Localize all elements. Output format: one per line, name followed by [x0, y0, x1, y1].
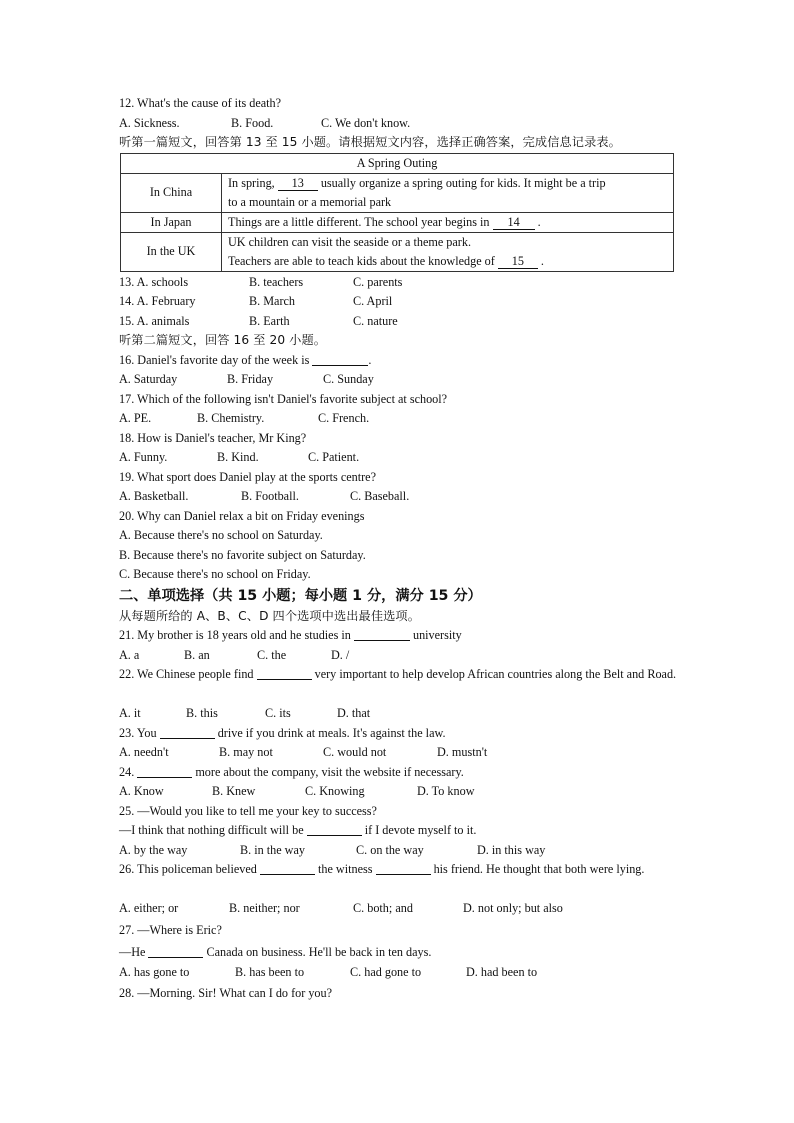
option-b[interactable]: B. has been to: [235, 964, 305, 979]
option-a[interactable]: 14. A. February: [119, 294, 196, 308]
question-17-options: [119, 409, 677, 429]
question-24-stem: [119, 763, 677, 783]
option-c[interactable]: C. its: [265, 706, 291, 720]
option-b[interactable]: B. Knew: [212, 784, 256, 798]
option-a[interactable]: 15. A. animals: [119, 313, 190, 328]
option-c[interactable]: C. parents: [353, 274, 403, 289]
option-b[interactable]: B. Chemistry.: [197, 411, 265, 425]
question-19-stem: 19. What sport does Daniel play at the sports centre?: [119, 469, 376, 484]
question-22-stem: [119, 665, 677, 704]
question-14-options: [119, 292, 677, 312]
section-2-heading: 二、单项选择（共 15 小题；每小题 1 分，满分 15 分）: [119, 587, 482, 604]
stem-text: —I think that nothing difficult will be: [119, 823, 304, 837]
option-d[interactable]: D. had been to: [466, 964, 538, 979]
stem-text: —He: [119, 944, 146, 959]
question-26-options: [119, 899, 677, 919]
answer-blank[interactable]: [354, 627, 410, 641]
question-21-options: [119, 646, 677, 666]
question-16-options: [119, 370, 677, 390]
question-12-options: [119, 114, 677, 134]
question-18-options: [119, 448, 677, 468]
option-d[interactable]: D. that: [337, 706, 371, 720]
table-country-cell: In China: [121, 173, 222, 212]
question-19-options: [119, 487, 677, 507]
option-c[interactable]: C. French.: [318, 411, 370, 425]
option-c[interactable]: C. both; and: [353, 901, 413, 915]
answer-blank-13[interactable]: 13: [278, 176, 318, 191]
question-16-stem: [119, 351, 677, 371]
answer-blank[interactable]: [148, 944, 203, 958]
option-a[interactable]: A. Saturday: [119, 372, 178, 386]
exam-page: [119, 94, 677, 1004]
option-c[interactable]: C. Knowing: [305, 784, 365, 798]
option-a[interactable]: A. PE.: [119, 411, 152, 425]
section-2-instructions: 从每题所给的 A、B、C、D 四个选项中选出最佳选项。: [119, 608, 420, 623]
option-c[interactable]: C. would not: [323, 745, 387, 759]
option-d[interactable]: D. mustn't: [437, 745, 488, 759]
table-row: [121, 232, 674, 271]
table-content-cell: [222, 173, 674, 212]
option-a[interactable]: A. a: [119, 647, 140, 662]
spring-outing-table: [120, 153, 674, 272]
stem-text: his friend. He thought that both were lying.: [433, 862, 645, 876]
table-country-cell: In Japan: [121, 212, 222, 232]
option-a[interactable]: A. has gone to: [119, 964, 190, 979]
stem-text: 22. We Chinese people find: [119, 667, 254, 681]
option-a[interactable]: A. Basketball.: [119, 489, 189, 503]
question-17-stem: 17. Which of the following isn't Daniel's favorite subject at school?: [119, 391, 448, 406]
option-c[interactable]: C. on the way: [356, 842, 424, 857]
question-23-stem: [119, 724, 677, 744]
option-c[interactable]: C. We don't know.: [321, 115, 411, 130]
option-c[interactable]: C. April: [353, 294, 393, 308]
option-b[interactable]: B. Kind.: [217, 450, 259, 464]
option-c[interactable]: C. Patient.: [308, 450, 360, 464]
stem-text: the witness: [317, 862, 373, 876]
question-21-stem: [119, 626, 677, 646]
stem-text: 24.: [119, 764, 135, 779]
stem-text: 21. My brother is 18 years old and he studies in: [119, 628, 351, 642]
cell-text: to a mountain or a memorial park: [228, 194, 392, 209]
question-27-line-2: [119, 941, 677, 963]
option-c[interactable]: C. Baseball.: [350, 489, 410, 503]
option-d[interactable]: D. not only; but also: [463, 901, 563, 915]
answer-blank-15[interactable]: 15: [498, 254, 538, 269]
answer-blank[interactable]: [260, 861, 315, 875]
option-b[interactable]: B. an: [184, 647, 210, 662]
option-b[interactable]: B. Earth: [249, 313, 290, 328]
question-18-stem: 18. How is Daniel's teacher, Mr King?: [119, 430, 307, 445]
option-a[interactable]: 13. A. schools: [119, 274, 189, 289]
option-b[interactable]: B. neither; nor: [229, 901, 300, 915]
option-b[interactable]: B. Football.: [241, 489, 299, 503]
table-country-cell: In the UK: [121, 232, 222, 271]
question-27-options: [119, 963, 677, 983]
answer-blank[interactable]: [137, 764, 192, 778]
option-b[interactable]: B. this: [186, 706, 218, 720]
cell-text: .: [537, 214, 541, 229]
cell-text: usually organize a spring outing for kids. It might be a trip: [320, 175, 606, 190]
question-23-options: [119, 743, 677, 763]
table-content-cell: [222, 232, 674, 271]
option-a[interactable]: A. by the way: [119, 842, 188, 857]
option-a[interactable]: A. needn't: [119, 745, 169, 759]
answer-blank[interactable]: [257, 666, 312, 680]
question-13-options: [119, 273, 677, 293]
answer-blank[interactable]: [307, 822, 362, 836]
option-c[interactable]: C. the: [257, 647, 287, 662]
question-24-options: [119, 782, 677, 802]
stem-text: 16. Daniel's favorite day of the week is: [119, 352, 310, 367]
stem-text: .: [368, 352, 372, 367]
table-title: A Spring Outing: [121, 153, 674, 173]
answer-blank-14[interactable]: 14: [493, 215, 535, 230]
cell-text: Things are a little different. The school year begins in: [228, 214, 490, 229]
stem-text: if I devote myself to it.: [364, 823, 477, 837]
option-c[interactable]: C. Because there's no school on Friday.: [119, 567, 311, 581]
passage-2-instructions: 听第二篇短文，回答 16 至 20 小题。: [119, 333, 327, 347]
stem-text: very important to help develop African countries along the Belt and Road.: [314, 667, 677, 681]
answer-blank[interactable]: [376, 861, 431, 875]
question-25-options: [119, 841, 677, 861]
cell-text: In spring,: [228, 175, 275, 190]
question-22-options: [119, 704, 677, 724]
option-b[interactable]: B. teachers: [249, 274, 304, 289]
stem-text: Canada on business. He'll be back in ten days.: [206, 944, 432, 959]
option-b[interactable]: B. Friday: [227, 372, 274, 386]
answer-blank[interactable]: [160, 725, 215, 739]
option-b[interactable]: B. may not: [219, 745, 273, 759]
answer-blank[interactable]: [312, 352, 368, 366]
option-b[interactable]: B. Food.: [231, 115, 274, 130]
stem-text: more about the company, visit the website if necessary.: [195, 764, 464, 779]
question-25-line-1: 25. —Would you like to tell me your key to success?: [119, 803, 377, 818]
cell-text: .: [540, 253, 544, 268]
cell-text: UK children can visit the seaside or a theme park.: [228, 234, 471, 249]
option-d[interactable]: D. in this way: [477, 842, 546, 857]
option-b[interactable]: B. March: [249, 294, 296, 308]
cell-text: Teachers are able to teach kids about the knowledge of: [228, 253, 495, 268]
question-20-stem: 20. Why can Daniel relax a bit on Friday evenings: [119, 508, 365, 523]
table-content-cell: [222, 212, 674, 232]
question-12-stem: 12. What's the cause of its death?: [119, 96, 282, 110]
question-28-line-1: 28. —Morning. Sir! What can I do for you?: [119, 986, 333, 1000]
option-c[interactable]: C. had gone to: [350, 964, 422, 979]
stem-text: drive if you drink at meals. It's against the law.: [217, 725, 446, 740]
table-row: [121, 173, 674, 212]
option-a[interactable]: A. Sickness.: [119, 115, 180, 130]
option-c[interactable]: C. Sunday: [323, 372, 374, 386]
option-d[interactable]: D. To know: [417, 784, 475, 798]
stem-text: university: [412, 628, 462, 642]
option-c[interactable]: C. nature: [353, 313, 398, 328]
option-b[interactable]: B. Because there's no favorite subject on Saturday.: [119, 547, 366, 562]
question-25-line-2: [119, 821, 677, 841]
stem-text: 23. You: [119, 725, 157, 740]
option-a[interactable]: A. Funny.: [119, 450, 168, 464]
option-a[interactable]: A. Because there's no school on Saturday.: [119, 528, 323, 542]
question-27-line-1: 27. —Where is Eric?: [119, 922, 222, 937]
passage-1-instructions: 听第一篇短文，回答第 13 至 15 小题。请根据短文内容，选择正确答案，完成信息记录表。: [119, 135, 621, 149]
option-a[interactable]: A. Know: [119, 784, 164, 798]
option-b[interactable]: B. in the way: [240, 842, 305, 857]
question-15-options: [119, 312, 677, 332]
option-a[interactable]: A. either; or: [119, 901, 179, 915]
stem-text: 26. This policeman believed: [119, 862, 257, 876]
table-row: [121, 212, 674, 232]
option-d[interactable]: D. /: [331, 647, 350, 662]
option-a[interactable]: A. it: [119, 706, 141, 720]
question-26-stem: [119, 860, 677, 899]
